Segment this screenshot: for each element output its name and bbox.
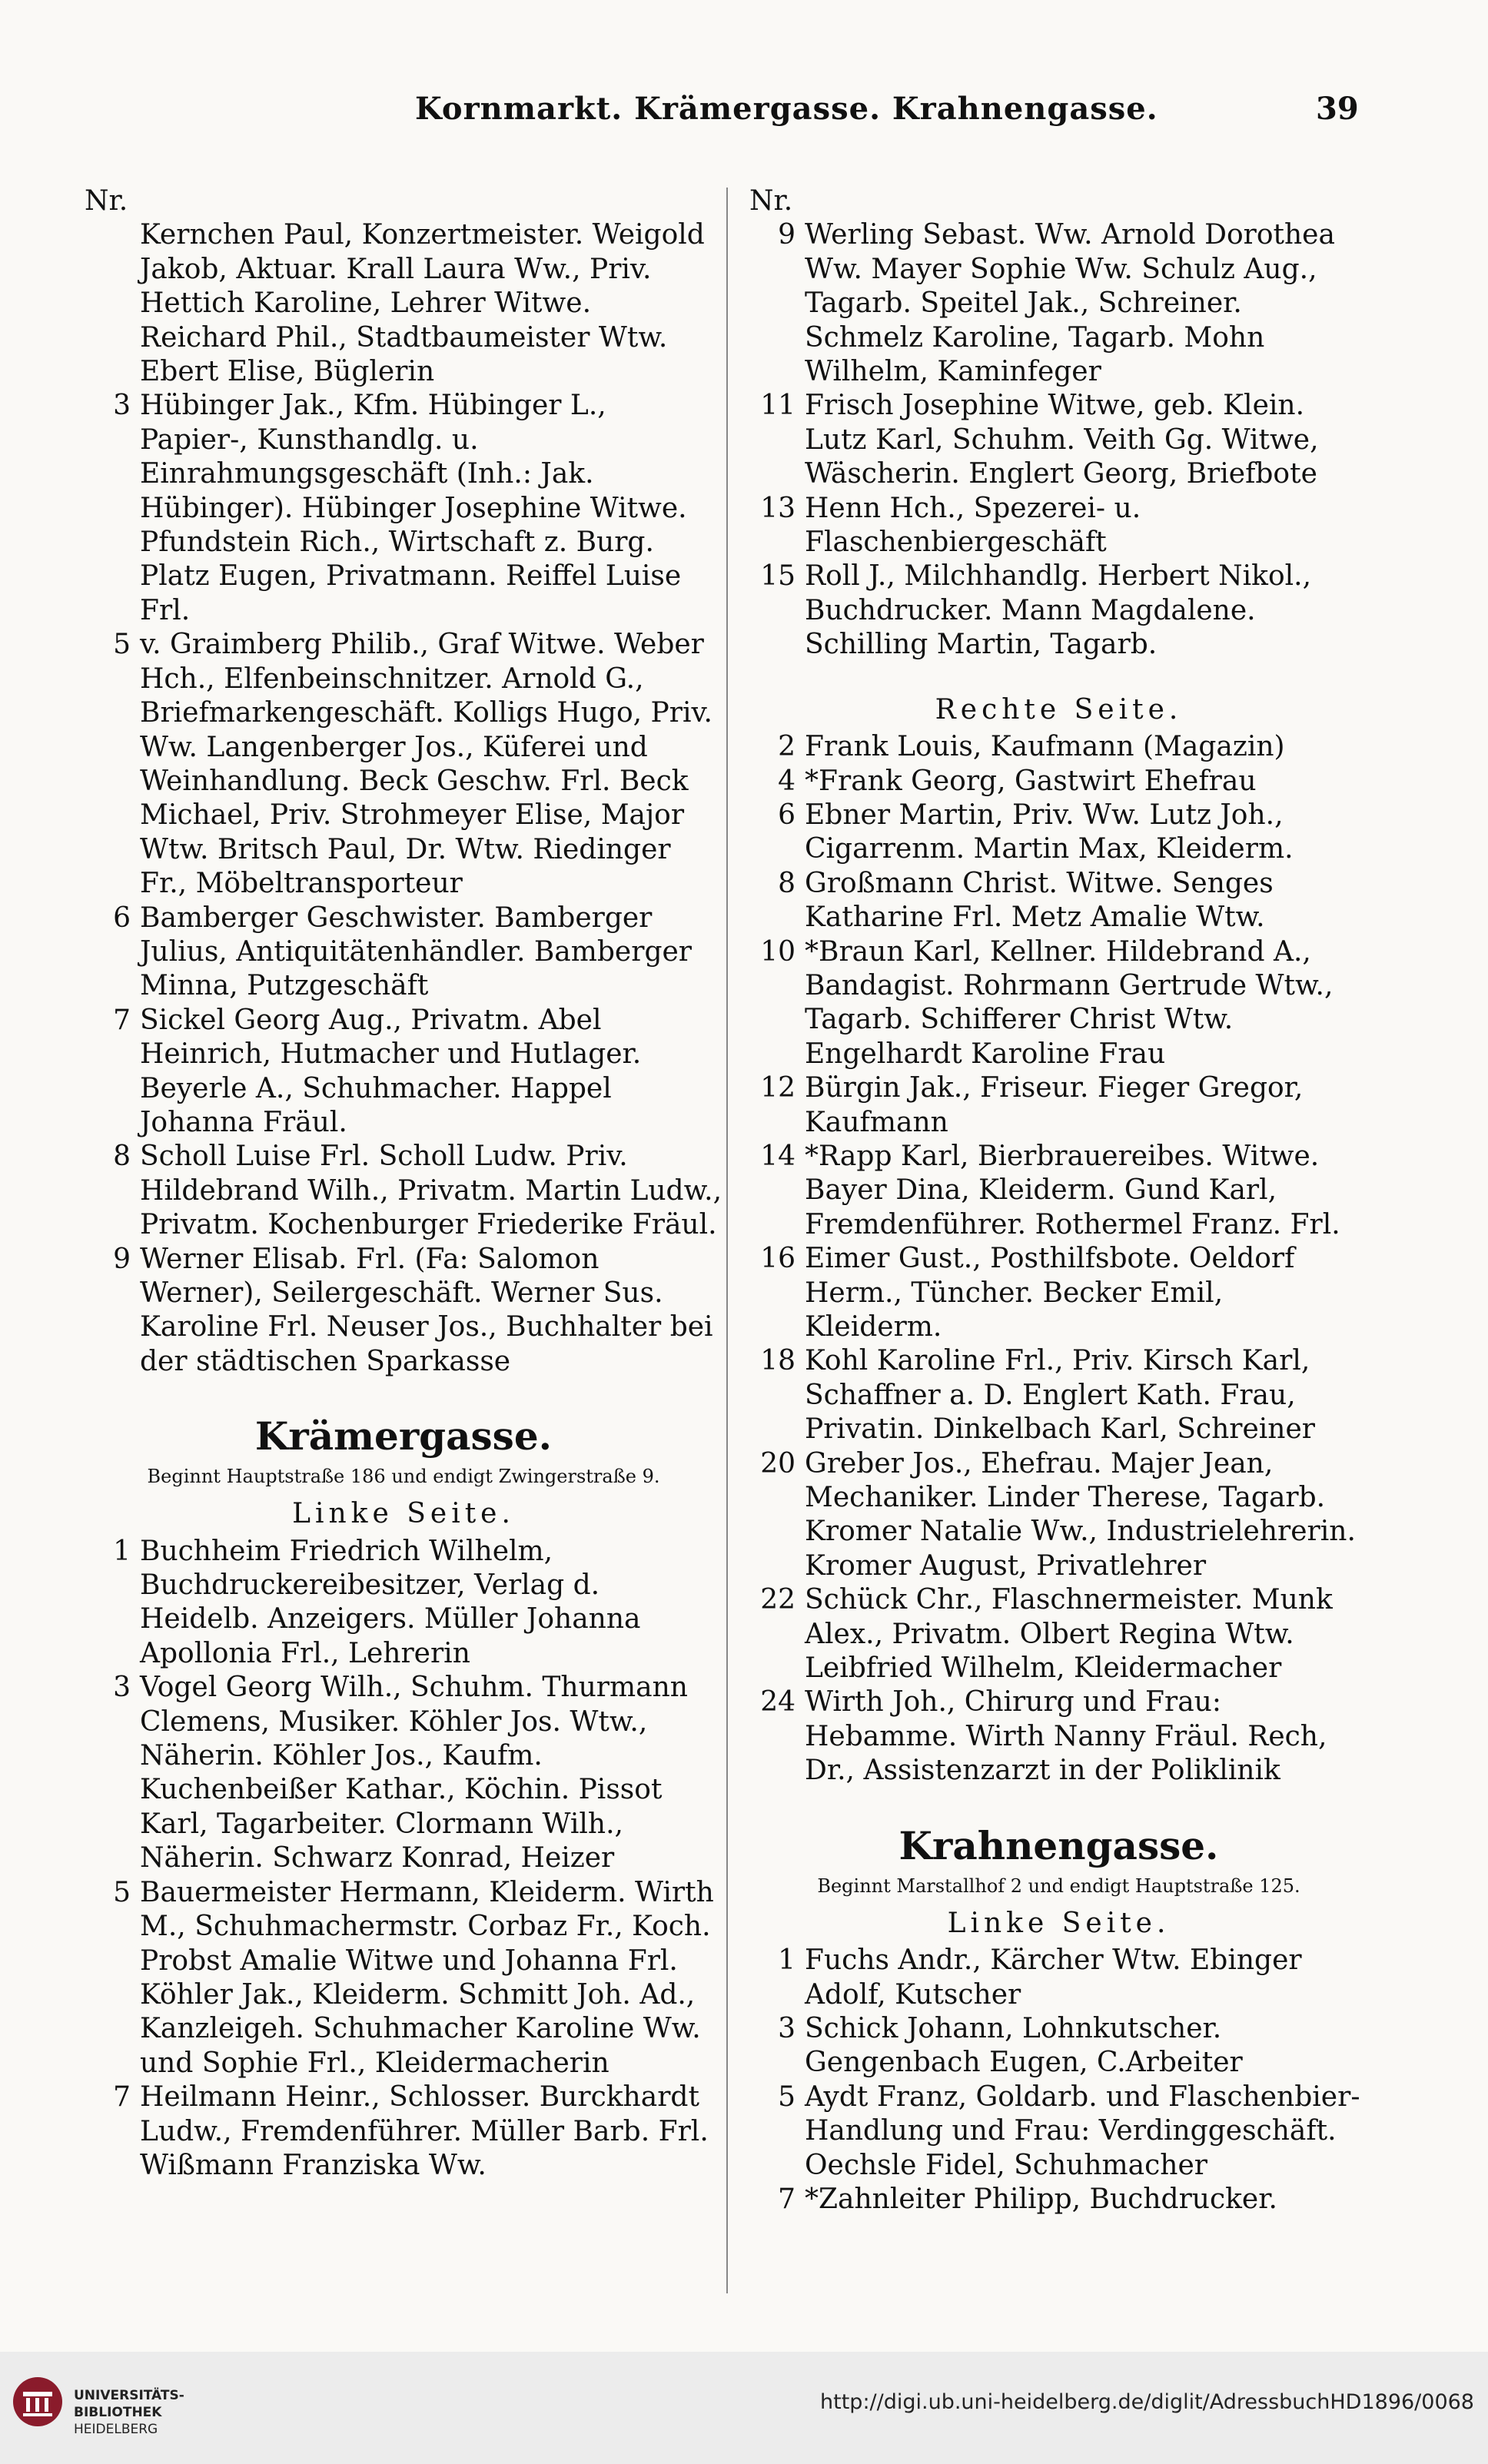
- address-entry: [749, 1344, 1368, 1446]
- street-description: Beginnt Marstallhof 2 und endigt Hauptstraße 125.: [817, 1875, 1300, 1897]
- house-number: 20: [760, 1447, 795, 1479]
- address-entry: [85, 1671, 722, 1875]
- address-entry: [85, 628, 722, 901]
- entry-text: *Frank Georg, Gastwirt Ehefrau: [805, 765, 1257, 797]
- address-entry: [85, 2080, 722, 2183]
- house-number: 7: [778, 2183, 795, 2215]
- side-heading: Linke Seite.: [292, 1498, 515, 1530]
- running-title: Kornmarkt. Krämergasse. Krahnengasse.: [415, 91, 1158, 127]
- address-entry: [749, 1071, 1368, 1140]
- house-number: 3: [778, 2012, 795, 2044]
- house-number: 5: [778, 2080, 795, 2113]
- house-number: 9: [778, 219, 795, 251]
- address-entry: [749, 799, 1368, 867]
- house-number: 3: [113, 390, 131, 422]
- entry-text: Eimer Gust., Posthilfsbote. Oeldorf Herm., Tüncher. Becker Emil, Kleiderm.: [805, 1243, 1295, 1343]
- address-entry: [85, 1004, 722, 1141]
- house-number: 8: [778, 867, 795, 899]
- address-entry: [749, 560, 1368, 662]
- footer-bar: [0, 2352, 1488, 2464]
- library-name-line: UNIVERSITÄTS-: [74, 2388, 184, 2403]
- page-number: 39: [1316, 91, 1359, 127]
- entry-text: Henn Hch., Spezerei- u. Flaschenbiergeschäft: [805, 492, 1141, 559]
- address-entry: [749, 1944, 1368, 2012]
- house-number: 14: [760, 1140, 795, 1172]
- house-number: 9: [113, 1243, 131, 1275]
- house-number: 1: [113, 1535, 131, 1567]
- house-number: 2: [778, 731, 795, 763]
- entry-text: Buchheim Friedrich Wilhelm, Buchdruckereibesitzer, Verlag d. Heidelb. Anzeigers. Müller Johanna Apollonia Frl., Lehrerin: [140, 1535, 641, 1669]
- address-entry: [85, 1876, 722, 2080]
- address-entry: [85, 1535, 722, 1672]
- house-number: 15: [760, 560, 795, 593]
- house-number: 13: [760, 492, 795, 524]
- address-entry: [749, 218, 1368, 389]
- address-entry: [749, 492, 1368, 560]
- house-number: 4: [778, 765, 795, 797]
- entry-text: Hübinger Jak., Kfm. Hübinger L., Papier-, Kunsthandlg. u. Einrahmungsgeschäft (Inh.: Jak. Hübinger). Hübinger Josephine Witwe. Pfundstein Rich., Wirtschaft z. Burg. Platz Eugen, Privatmann. Reiffel Luise Frl.: [140, 390, 687, 626]
- house-number: 22: [760, 1584, 795, 1616]
- address-entry: [749, 2012, 1368, 2080]
- library-name-line: BIBLIOTHEK: [74, 2405, 162, 2420]
- entry-text: Werner Elisab. Frl. (Fa: Salomon Werner), Seilergeschäft. Werner Sus. Karoline Frl. Neuser Jos., Buchhalter bei der städtischen Sparkasse: [140, 1243, 713, 1377]
- house-number: 6: [778, 799, 795, 831]
- address-entry: [85, 389, 722, 628]
- address-entry: [749, 2080, 1368, 2183]
- address-entry: [749, 1447, 1368, 1584]
- address-entry: [749, 389, 1368, 491]
- address-entry: [85, 902, 722, 1004]
- house-number: 7: [113, 1004, 131, 1036]
- house-number: 24: [760, 1686, 795, 1718]
- column-divider: [726, 188, 728, 2293]
- house-number: 7: [113, 2081, 131, 2114]
- entry-text: Wirth Joh., Chirurg und Frau: Hebamme. Wirth Nanny Fräul. Rech, Dr., Assistenzarzt in der Poliklinik: [805, 1686, 1327, 1787]
- address-entry: [749, 867, 1368, 935]
- entry-text: *Zahnleiter Philipp, Buchdrucker.: [805, 2183, 1277, 2215]
- street-description: Beginnt Hauptstraße 186 und endigt Zwingerstraße 9.: [147, 1466, 660, 1488]
- entry-text: Scholl Luise Frl. Scholl Ludw. Priv. Hildebrand Wilh., Privatm. Martin Ludw., Privatm. Kochenburger Friederike Fräul.: [140, 1141, 722, 1241]
- entry-text: Werling Sebast. Ww. Arnold Dorothea Ww. Mayer Sophie Ww. Schulz Aug., Tagarb. Speitel Jak., Schreiner. Schmelz Karoline, Tagarb. Mohn Wilhelm, Kaminfeger: [805, 219, 1335, 388]
- address-entry: [749, 1583, 1368, 1685]
- entry-text: Frisch Josephine Witwe, geb. Klein. Lutz Karl, Schuhm. Veith Gg. Witwe, Wäscherin. Englert Georg, Briefbote: [805, 390, 1319, 490]
- house-number: 12: [760, 1072, 795, 1104]
- house-number: 3: [113, 1672, 131, 1704]
- address-entry: [749, 765, 1368, 799]
- entry-text: Großmann Christ. Witwe. Senges Katharine Frl. Metz Amalie Wtw.: [805, 867, 1274, 934]
- house-number: 11: [760, 390, 795, 422]
- house-number: 8: [113, 1141, 131, 1173]
- left-column: [85, 184, 722, 2183]
- entry-text: Bauermeister Hermann, Kleiderm. Wirth M., Schuhmachermstr. Corbaz Fr., Koch. Probst Amalie Witwe und Johanna Frl. Köhler Jak., Kleiderm. Schmitt Joh. Ad., Kanzleigeh. Schuhmacher Karoline Ww. und Sophie Frl., Kleidermacherin: [140, 1876, 714, 2079]
- continuation-entry: [85, 218, 722, 389]
- house-number: 18: [760, 1345, 795, 1377]
- entry-text: Schück Chr., Flaschnermeister. Munk Alex., Privatm. Olbert Regina Wtw. Leibfried Wilhelm, Kleidermacher: [805, 1584, 1333, 1685]
- entry-text: Kernchen Paul, Konzertmeister. Weigold Jakob, Aktuar. Krall Laura Ww., Priv. Hettich Karoline, Lehrer Witwe. Reichard Phil., Stadtbaumeister Wtw. Ebert Elise, Büglerin: [140, 219, 705, 388]
- entry-text: Schick Johann, Lohnkutscher. Gengenbach Eugen, C.Arbeiter: [805, 2012, 1243, 2079]
- spacer: [749, 662, 1368, 686]
- entry-text: Bürgin Jak., Friseur. Fieger Gregor, Kaufmann: [805, 1072, 1304, 1138]
- address-entry: [85, 1243, 722, 1380]
- entry-text: Bamberger Geschwister. Bamberger Julius, Antiquitätenhändler. Bamberger Minna, Putzgeschäft: [140, 902, 692, 1002]
- entry-text: Kohl Karoline Frl., Priv. Kirsch Karl, Schaffner a. D. Englert Kath. Frau, Privatin. Dinkelbach Karl, Schreiner: [805, 1345, 1315, 1446]
- entry-text: Aydt Franz, Goldarb. und Flaschenbier-Handlung und Frau: Verdinggeschäft. Oechsle Fidel, Schuhmacher: [805, 2080, 1360, 2181]
- house-number: 5: [113, 629, 131, 661]
- nr-label: Nr.: [749, 185, 793, 217]
- entry-text: v. Graimberg Philib., Graf Witwe. Weber Hch., Elfenbeinschnitzer. Arnold G., Briefmarkengeschäft. Kolligs Hugo, Priv. Ww. Langenberger Jos., Küferei und Weinhandlung. Beck Geschw. Frl. Beck Michael, Priv. Strohmeyer Elise, Major Wtw. Britsch Paul, Dr. Wtw. Riedinger Fr., Möbeltransporteur: [140, 629, 712, 900]
- right-column: [749, 184, 1368, 2217]
- entry-text: Greber Jos., Ehefrau. Majer Jean, Mechaniker. Linder Therese, Tagarb. Kromer Natalie Ww., Industrielehrerin. Kromer August, Privatlehrer: [805, 1447, 1356, 1582]
- house-number: 5: [113, 1876, 131, 1908]
- address-entry: [749, 1140, 1368, 1242]
- street-title-kraemergasse: Krämergasse.: [254, 1413, 553, 1459]
- address-entry: [749, 1242, 1368, 1344]
- library-name-line: HEIDELBERG: [74, 2422, 158, 2437]
- entry-text: Vogel Georg Wilh., Schuhm. Thurmann Clemens, Musiker. Köhler Jos. Wtw., Näherin. Köhler Jos., Kaufm. Kuchenbeißer Kathar., Köchin. Pissot Karl, Tagarbeiter. Clormann Wilh., Näherin. Schwarz Konrad, Heizer: [140, 1672, 688, 1875]
- house-number: 1: [778, 1944, 795, 1977]
- address-entry: [85, 1140, 722, 1242]
- entry-text: Frank Louis, Kaufmann (Magazin): [805, 731, 1285, 763]
- nr-label: Nr.: [85, 185, 128, 217]
- address-entry: [749, 935, 1368, 1072]
- house-number: 16: [760, 1243, 795, 1275]
- entry-text: *Braun Karl, Kellner. Hildebrand A., Bandagist. Rohrmann Gertrude Wtw., Tagarb. Schifferer Christ Wtw. Engelhardt Karoline Frau: [805, 935, 1334, 1070]
- street-title-krahnengasse: Krahnengasse.: [898, 1822, 1219, 1868]
- address-entry: [749, 730, 1368, 764]
- house-number: 6: [113, 902, 131, 934]
- house-number: 10: [760, 935, 795, 968]
- side-heading: Linke Seite.: [947, 1907, 1171, 1939]
- entry-text: Sickel Georg Aug., Privatm. Abel Heinrich, Hutmacher und Hutlager. Beyerle A., Schuhmacher. Happel Johanna Fräul.: [140, 1004, 642, 1138]
- address-entry: [749, 2183, 1368, 2217]
- entry-text: *Rapp Karl, Bierbrauereibes. Witwe. Bayer Dina, Kleiderm. Gund Karl, Fremdenführer. Rothermel Franz. Frl.: [805, 1140, 1340, 1240]
- side-heading: Rechte Seite.: [935, 693, 1183, 726]
- library-name[interactable]: [74, 2387, 184, 2438]
- entry-text: Fuchs Andr., Kärcher Wtw. Ebinger Adolf, Kutscher: [805, 1944, 1302, 2011]
- source-url-link[interactable]: http://digi.ub.uni-heidelberg.de/diglit/AdressbuchHD1896/0068: [820, 2390, 1474, 2414]
- university-library-logo-icon[interactable]: [11, 2375, 65, 2429]
- entry-text: Ebner Martin, Priv. Ww. Lutz Joh., Cigarrenm. Martin Max, Kleiderm.: [805, 799, 1294, 865]
- address-entry: [749, 1685, 1368, 1788]
- entry-text: Roll J., Milchhandlg. Herbert Nikol., Buchdrucker. Mann Magdalene. Schilling Martin, Tagarb.: [805, 560, 1312, 661]
- entry-text: Heilmann Heinr., Schlosser. Burckhardt Ludw., Fremdenführer. Müller Barb. Frl. Wißmann Franziska Ww.: [140, 2081, 709, 2181]
